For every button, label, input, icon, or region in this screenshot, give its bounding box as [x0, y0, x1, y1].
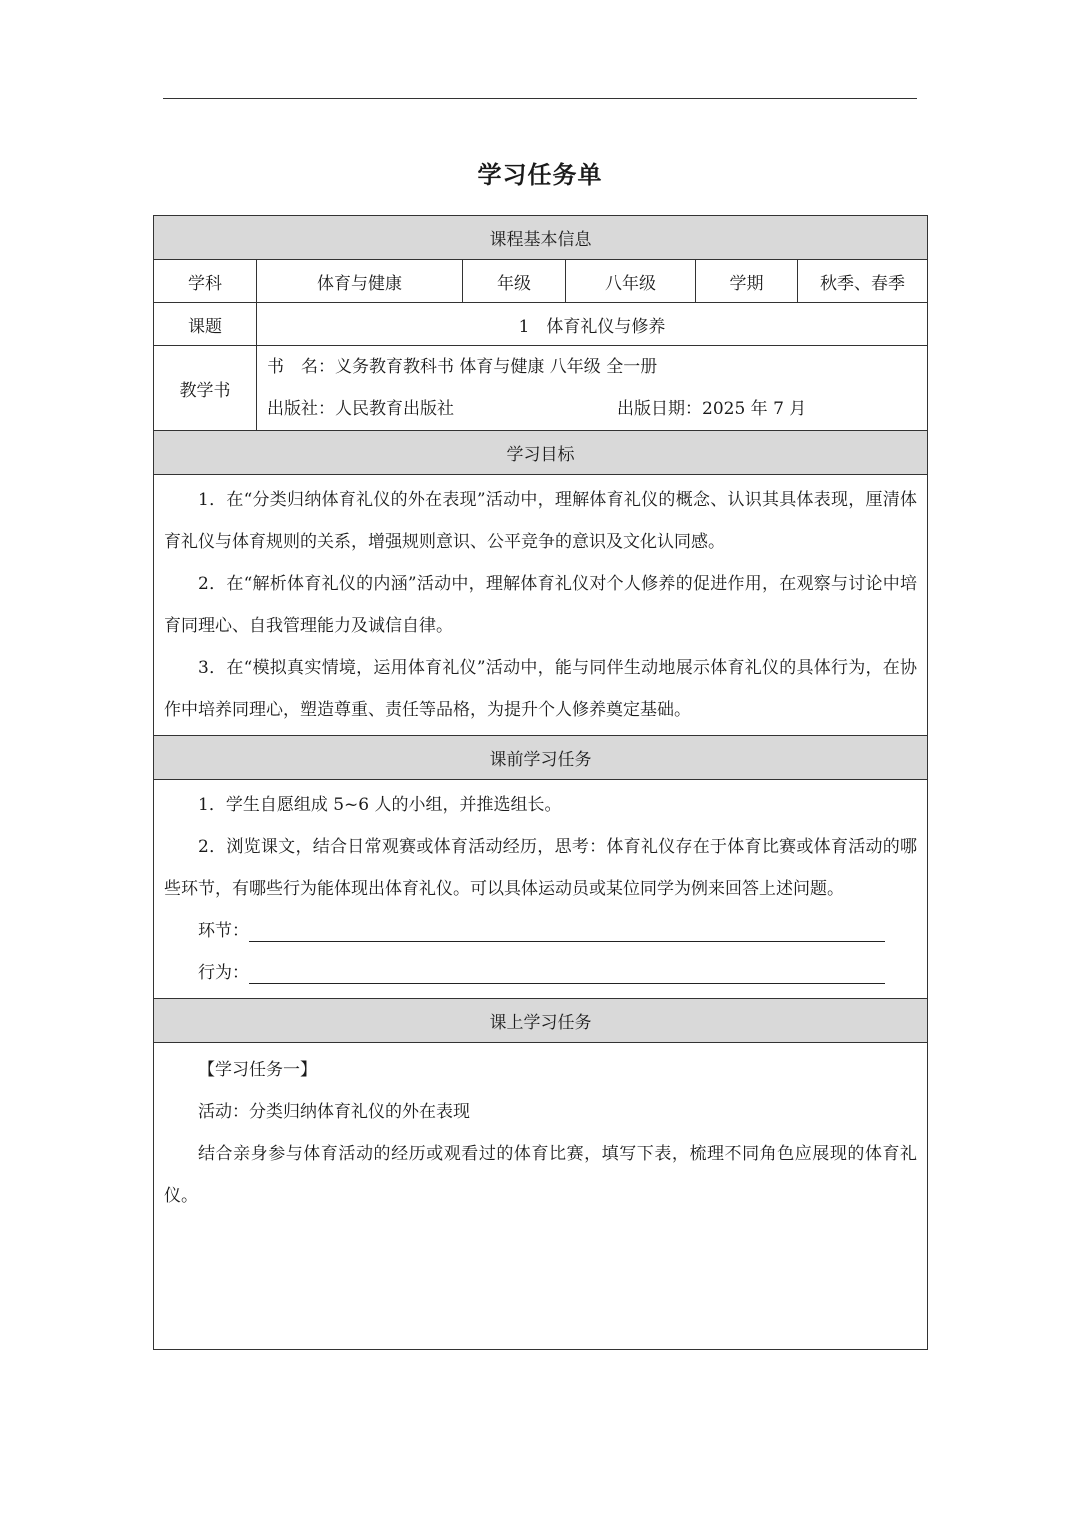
- in-class-content: [154, 1043, 928, 1350]
- objectives-header: 学习目标: [154, 431, 928, 475]
- book-name: 书 名：义务教育教科书 体育与健康 八年级 全一册: [267, 357, 658, 377]
- task-sheet-table: [153, 215, 928, 1350]
- term-value: 秋季、春季: [798, 260, 928, 303]
- stage-answer-line[interactable]: [249, 913, 885, 942]
- subject-label: 学科: [154, 260, 257, 303]
- pre-class-item: 2．浏览课文，结合日常观赛或体育活动经历，思考：体育礼仪存在于体育比赛或体育活动的哪些环节，有哪些行为能体现出体育礼仪。可以具体运动员或某位同学为例来回答上述问题。: [164, 837, 918, 899]
- behavior-fill-row: [164, 952, 917, 994]
- pre-class-content: [154, 780, 928, 999]
- grade-value: 八年级: [566, 260, 696, 303]
- objective-item: 3．在“模拟真实情境，运用体育礼仪”活动中，能与同伴生动地展示体育礼仪的具体行为，在协作中培养同理心，塑造尊重、责任等品格，为提升个人修养奠定基础。: [164, 658, 918, 720]
- activity-line: 活动：分类归纳体育礼仪的外在表现: [198, 1102, 470, 1122]
- basic-info-header: 课程基本信息: [154, 216, 928, 260]
- publish-date: 出版日期：2025 年 7 月: [617, 399, 807, 419]
- pre-class-item: 1．学生自愿组成 5~6 人的小组，并推选组长。: [198, 795, 562, 815]
- grade-label: 年级: [463, 260, 566, 303]
- publisher-line: [267, 388, 927, 430]
- behavior-label: 行为：: [198, 963, 249, 983]
- topic-value: 1 体育礼仪与修养: [257, 303, 928, 346]
- stage-fill-row: [164, 910, 917, 952]
- term-label: 学期: [696, 260, 798, 303]
- objectives-content: [154, 475, 928, 736]
- behavior-answer-line[interactable]: [249, 955, 885, 984]
- textbook-info: [257, 346, 928, 431]
- page-title: 学习任务单: [477, 161, 603, 189]
- publisher: 出版社：人民教育出版社: [267, 399, 454, 419]
- in-class-header: 课上学习任务: [154, 999, 928, 1043]
- topic-label: 课题: [154, 303, 257, 346]
- objective-item: 1．在“分类归纳体育礼仪的外在表现”活动中，理解体育礼仪的概念、认识其具体表现，厘清体育礼仪与体育规则的关系，增强规则意识、公平竞争的意识及文化认同感。: [164, 490, 918, 552]
- objective-item: 2．在“解析体育礼仪的内涵”活动中，理解体育礼仪对个人修养的促进作用，在观察与讨论中培育同理心、自我管理能力及诚信自律。: [164, 574, 918, 636]
- instruction-text: 结合亲身参与体育活动的经历或观看过的体育比赛，填写下表，梳理不同角色应展现的体育礼仪。: [164, 1144, 918, 1206]
- header-rule: [163, 98, 917, 99]
- stage-label: 环节：: [198, 921, 249, 941]
- pre-class-header: 课前学习任务: [154, 736, 928, 780]
- task-title: 【学习任务一】: [198, 1060, 317, 1080]
- textbook-label: 教学书: [154, 346, 257, 431]
- subject-value: 体育与健康: [257, 260, 463, 303]
